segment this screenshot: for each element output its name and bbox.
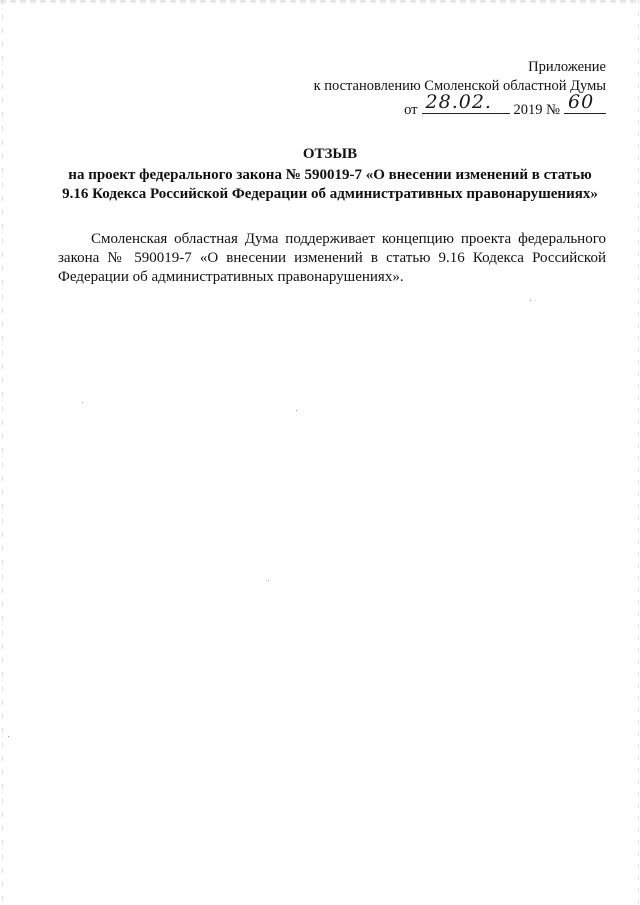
number-field <box>564 91 606 114</box>
appendix-header <box>314 58 606 120</box>
title-line-1: на проект федерального закона № 590019-7 «О внесении изменений в статью <box>68 167 592 183</box>
document-title <box>40 145 620 204</box>
appendix-date-line <box>314 91 606 120</box>
scan-speck <box>8 736 9 737</box>
appendix-resolution-ref: к постановлению Смоленской областной Думы <box>313 78 606 94</box>
scan-speck <box>530 300 531 301</box>
appendix-label: Приложение <box>528 59 606 75</box>
handwritten-number: 60 <box>568 91 595 113</box>
body-paragraph: Смоленская областная Дума поддерживает концепцию проекта федерального закона № 590019-7 «О внесении изменений в статью 9.16 Кодекса Российской Федерации об административных правонарушениях». <box>58 231 606 285</box>
scan-speck <box>296 410 297 411</box>
scan-speck <box>82 402 83 403</box>
handwritten-date: 28.02. <box>425 91 492 113</box>
date-prefix: от <box>404 102 418 118</box>
scan-edge-right <box>638 0 639 905</box>
scan-edge-left <box>2 0 3 905</box>
title-heading: ОТЗЫВ <box>302 146 358 162</box>
title-line-2: 9.16 Кодекса Российской Федерации об административных правонарушениях» <box>62 186 598 202</box>
date-field <box>422 91 510 114</box>
year-number-label: 2019 № <box>513 102 560 118</box>
scan-edge-top <box>0 0 640 3</box>
scan-speck <box>268 580 269 581</box>
